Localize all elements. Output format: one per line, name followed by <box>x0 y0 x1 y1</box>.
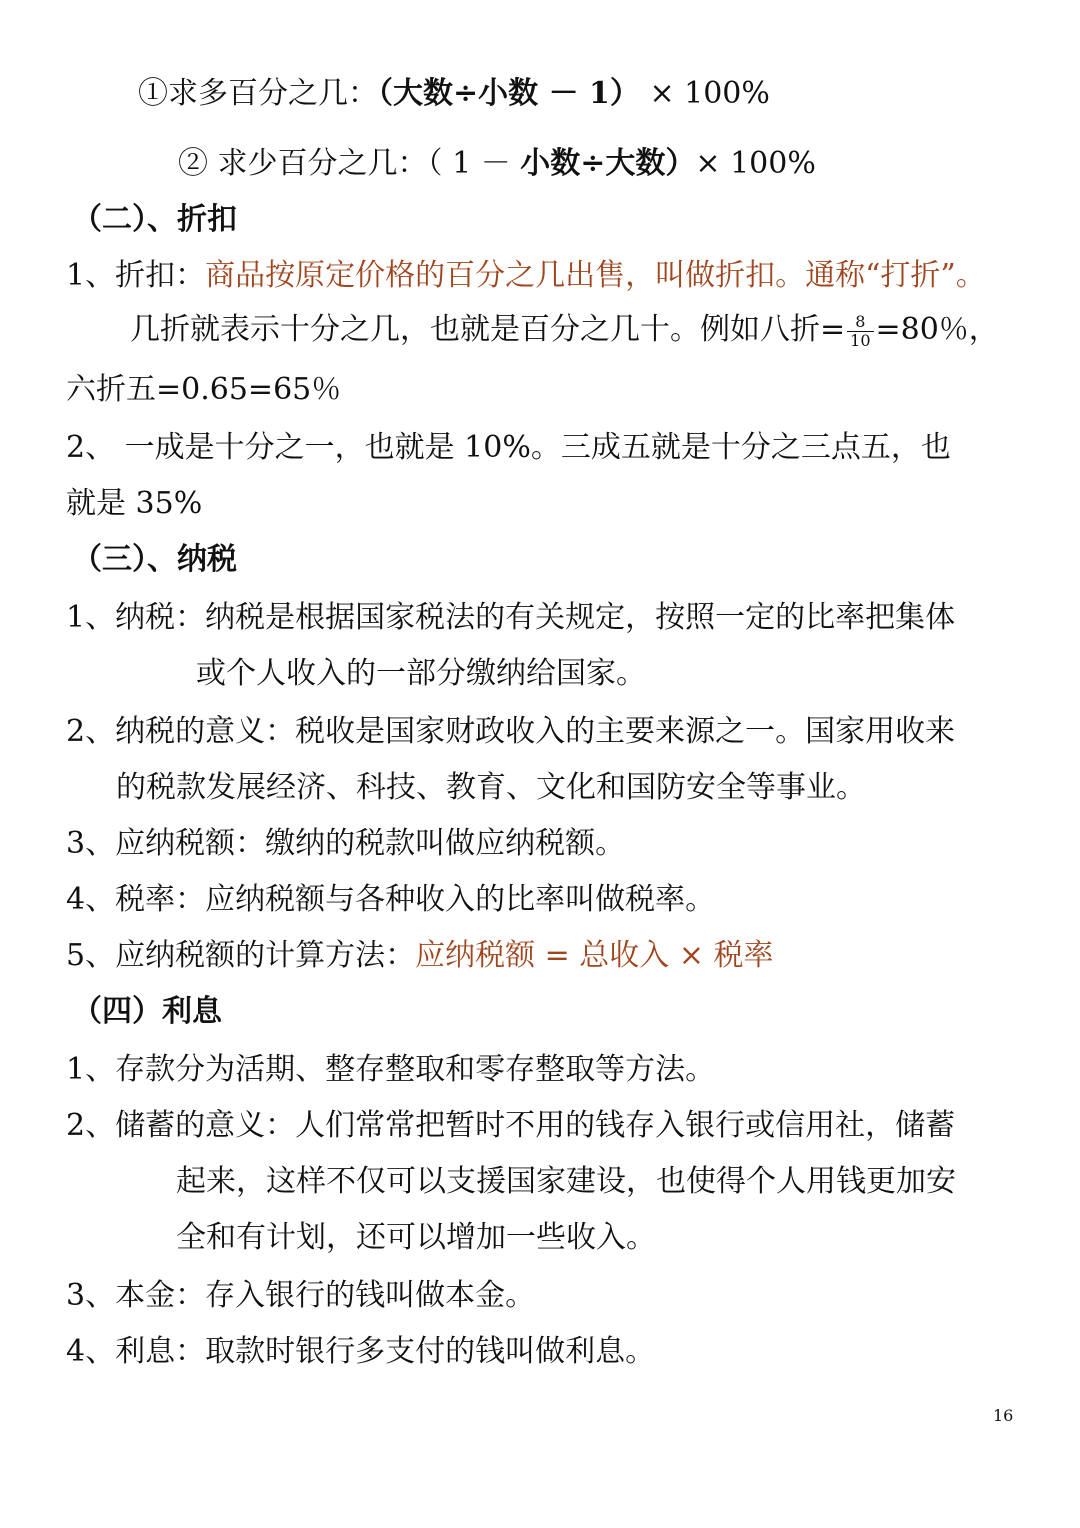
interest-item-2-line-1: 2、储蓄的意义：人们常常把暂时不用的钱存入银行或信用社，储蓄 <box>66 1108 956 1143</box>
section-heading-discount: （二）、折扣 <box>72 202 237 237</box>
definition-text: 商品按原定价格的百分之几出售，叫做折扣。通称“打折”。 <box>205 258 986 293</box>
example-text: 几折就表示十分之几，也就是百分之几十。例如八折= <box>130 312 846 347</box>
page-number: 16 <box>993 1406 1014 1425</box>
formula-multiplier: × 100% <box>695 146 816 181</box>
tax-item-3: 3、应纳税额：缴纳的税款叫做应纳税额。 <box>66 826 626 861</box>
discount-example-line <box>130 310 999 350</box>
formula-label: 求多百分之几： <box>168 76 378 111</box>
tax-item-1-line-2: 或个人收入的一部分缴纳给国家。 <box>196 656 646 691</box>
tax-formula: 应纳税额 = 总收入 × 税率 <box>415 938 774 973</box>
interest-item-1: 1、存款分为活期、整存整取和零存整取等方法。 <box>66 1052 716 1087</box>
formula-label: 求少百分之几： <box>208 146 428 181</box>
circled-number-1: ① <box>138 76 168 111</box>
example-result: =80％， <box>875 312 999 347</box>
formula-multiplier: × 100% <box>639 76 770 111</box>
formula-percent-more <box>138 74 770 114</box>
tax-item-1-line-1: 1、纳税：纳税是根据国家税法的有关规定，按照一定的比率把集体 <box>66 600 956 635</box>
tax-item-2-line-2: 的税款发展经济、科技、教育、文化和国防安全等事业。 <box>116 770 866 805</box>
circled-number-2: ② <box>178 146 208 181</box>
tax-item-2-line-1: 2、纳税的意义：税收是国家财政收入的主要来源之一。国家用收来 <box>66 714 956 749</box>
interest-item-2-line-2: 起来，这样不仅可以支援国家建设，也使得个人用钱更加安 <box>176 1164 956 1199</box>
tax-item-5 <box>66 936 774 976</box>
discount-item-2-line-2: 就是 35% <box>66 486 203 521</box>
fraction-numerator: 8 <box>847 313 873 332</box>
section-heading-interest: （四）利息 <box>72 994 222 1029</box>
discount-definition <box>66 256 986 296</box>
formula-open: （ 1 － <box>427 146 521 181</box>
section-heading-tax: （三）、纳税 <box>72 542 237 577</box>
interest-item-3: 3、本金：存入银行的钱叫做本金。 <box>66 1278 536 1313</box>
fraction-denominator: 10 <box>850 330 871 350</box>
interest-item-4: 4、利息：取款时银行多支付的钱叫做利息。 <box>66 1334 656 1369</box>
item-label: 5、应纳税额的计算方法： <box>66 938 416 973</box>
formula-percent-less <box>178 144 816 184</box>
interest-item-2-line-3: 全和有计划，还可以增加一些收入。 <box>176 1220 656 1255</box>
discount-example-line-2: 六折五=0.65=65％ <box>66 372 342 407</box>
formula-expression: 小数÷大数） <box>520 146 696 181</box>
item-label: 1、折扣： <box>66 258 206 293</box>
discount-item-2-line-1: 2、 一成是十分之一，也就是 10%。三成五就是十分之三点五，也 <box>66 430 951 465</box>
fraction-eight-tenths <box>847 313 873 350</box>
formula-expression: （大数÷小数 － 1） <box>378 76 640 111</box>
tax-item-4: 4、税率：应纳税额与各种收入的比率叫做税率。 <box>66 882 716 917</box>
